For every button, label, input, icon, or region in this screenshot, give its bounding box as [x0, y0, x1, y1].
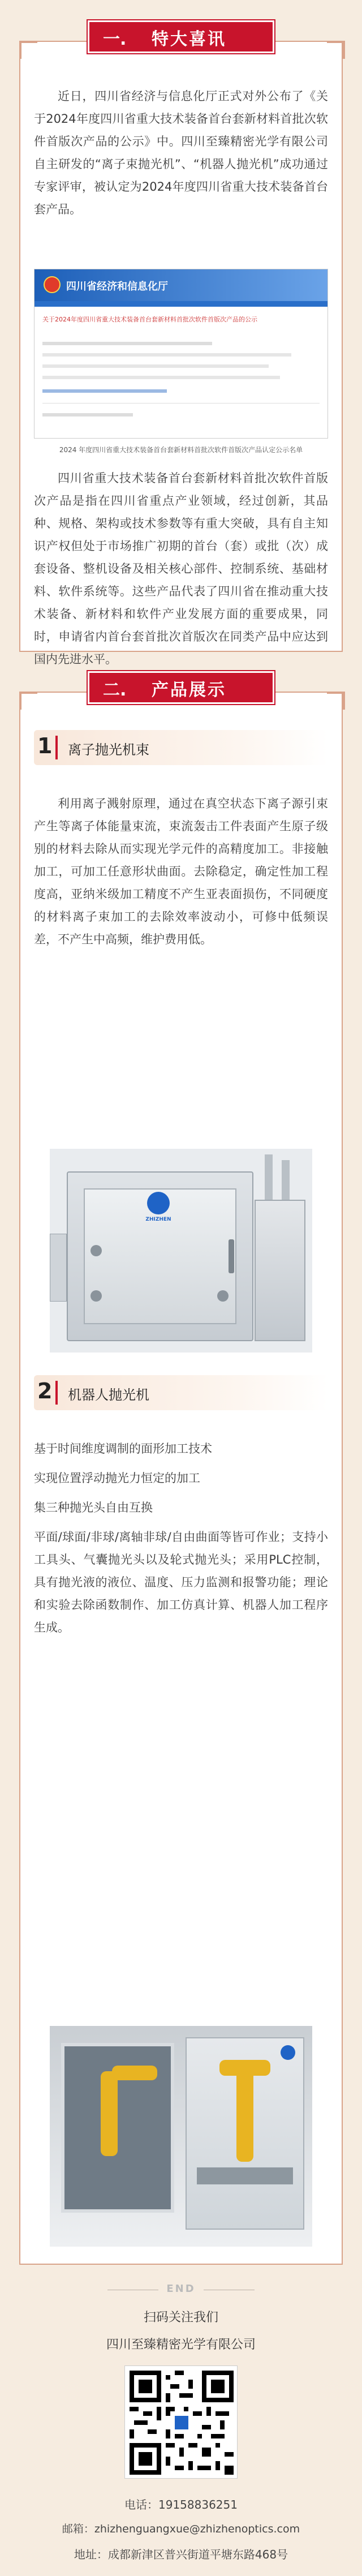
- section1-header: [0, 17, 362, 57]
- product2-title-bar: [34, 1375, 328, 1410]
- section2-title: 产品展示: [152, 680, 226, 700]
- robot-arm: [219, 2060, 270, 2076]
- side-cabinet: [255, 1200, 305, 1341]
- robot-arm: [112, 2066, 157, 2080]
- section1-paragraph2: 四川省重大技术装备首台套新材料首批次软件首版次产品是指在四川省重点产业领域，经过创新，其品种、规格、架构或技术参数等有重大突破，具有自主知识产权但处于市场推广初期的首台（套）或批（次）成套设备、整机设备及相关核心部件、控制系统、基础材料、软件系统等。这些产品代表了四川省在推动重大技术装备、新材料和软件产业发展方面的重要成果，同时，申请省内首台套首批次首版次在同类产品中应达到国内先进水平。: [34, 471, 328, 666]
- corner-decoration: [19, 41, 37, 59]
- corner-decoration: [19, 692, 37, 710]
- control-panel: [50, 1234, 67, 1302]
- contact-address: 地址：成都新津区普兴街道平塘东路468号: [74, 2548, 288, 2561]
- corner-decoration: [327, 692, 345, 710]
- work-table: [197, 2167, 293, 2184]
- product1-number: 1: [37, 733, 53, 758]
- text-line: [42, 376, 280, 379]
- machine-logo-text: ZHIZHEN: [145, 1217, 171, 1222]
- robot-arm: [101, 2071, 118, 2156]
- title-accent-bar: [55, 736, 58, 759]
- text-line: [42, 342, 212, 345]
- clamp-bolt: [90, 1245, 102, 1256]
- site-banner: [35, 269, 327, 301]
- product1-title-bar: [34, 730, 328, 765]
- section1-paragraph1: 近日，四川省经济与信息化厅正式对外公布了《关于2024年度四川省重大技术装备首台套新材料首批次软件首版次产品的公示》中。四川至臻精密光学有限公司自主研发的“离子束抛光机”、“机器人抛光机”成功通过专家评审，被认定为2024年度四川省重大技术装备首台套产品。: [34, 89, 328, 216]
- follow-text: 扫码关注我们: [143, 2311, 218, 2325]
- robot-arm: [236, 2066, 253, 2162]
- corner-decoration: [327, 41, 345, 59]
- product2-line-1: 基于时间维度调制的面形加工技术: [34, 1442, 212, 1456]
- end-label: END: [158, 2283, 204, 2295]
- section1-title: 特大喜讯: [152, 29, 226, 49]
- product2-line-2: 实现位置浮动抛光力恒定的加工: [34, 1471, 200, 1485]
- product1-description: 利用离子溅射原理，通过在真空状态下离子源引束产生等离子体能量束流，束流轰击工件表面产生原子级别的材料去除从而实现光学元件的高精度加工。非接触加工，可加工任意形状曲面。去除稳定，确定性加工程度高，亚纳米级加工精度不产生亚表面损伤，不同硬度的材料离子束加工的去除效率波动小，可修中低频误差，不产生中高频，维护费用低。: [34, 797, 328, 946]
- product2-title: 机器人抛光机: [68, 1387, 149, 1403]
- top-pipes: [282, 1160, 290, 1200]
- product2-line-3: 集三种抛光头自由互换: [34, 1501, 153, 1514]
- text-line: [42, 413, 133, 417]
- clamp-bolt: [217, 1290, 229, 1302]
- company-name: 四川至臻精密光学有限公司: [106, 2338, 256, 2352]
- announcement-screenshot: [34, 269, 328, 439]
- product2-description: 平面/球面/非球/离轴非球/自由曲面等皆可作业；支持小工具头、气囊抛光头以及轮式抛光头；采用PLC控制，具有抛光液的液位、温度、压力监测和报警功能；理论和实验去除函数制作、加工仿真计算、机器人加工程序生成。: [34, 1530, 328, 1634]
- qr-code-icon: [130, 2371, 234, 2475]
- logo-icon: [281, 2045, 295, 2060]
- emblem-icon: [44, 276, 61, 293]
- text-line: [42, 353, 291, 357]
- attachment-line: [42, 389, 167, 393]
- section2-number: 二.: [103, 680, 127, 700]
- nav-strip: [35, 301, 327, 307]
- title-accent-bar: [55, 1381, 58, 1405]
- product1-title: 离子抛光机束: [68, 742, 149, 758]
- section1-number: 一.: [103, 29, 127, 49]
- contact-email: 邮箱：zhizhenguangxue@zhizhenoptics.com: [62, 2523, 300, 2535]
- table-caption: 2024 年度四川省重大技术装备首台套新材料首批次软件首版次产品认定公示名单: [59, 446, 303, 454]
- site-name: 四川省经济和信息化厅: [66, 281, 168, 293]
- door-handle: [229, 1239, 234, 1273]
- robot-polishing-machine-photo: [50, 2026, 312, 2247]
- qr-code-frame: [124, 2365, 238, 2479]
- section2-header: [0, 668, 362, 707]
- ion-beam-machine-photo: [50, 1149, 312, 1353]
- top-pipes: [265, 1154, 273, 1200]
- contact-phone: 电话：19158836251: [124, 2498, 238, 2511]
- clamp-bolt: [90, 1290, 102, 1302]
- text-line: [42, 364, 269, 368]
- logo-icon: [147, 1192, 170, 1214]
- announcement-headline: 关于2024年度四川省重大技术装备首台套新材料首批次软件首版次产品的公示: [42, 316, 257, 323]
- product2-number: 2: [37, 1379, 53, 1403]
